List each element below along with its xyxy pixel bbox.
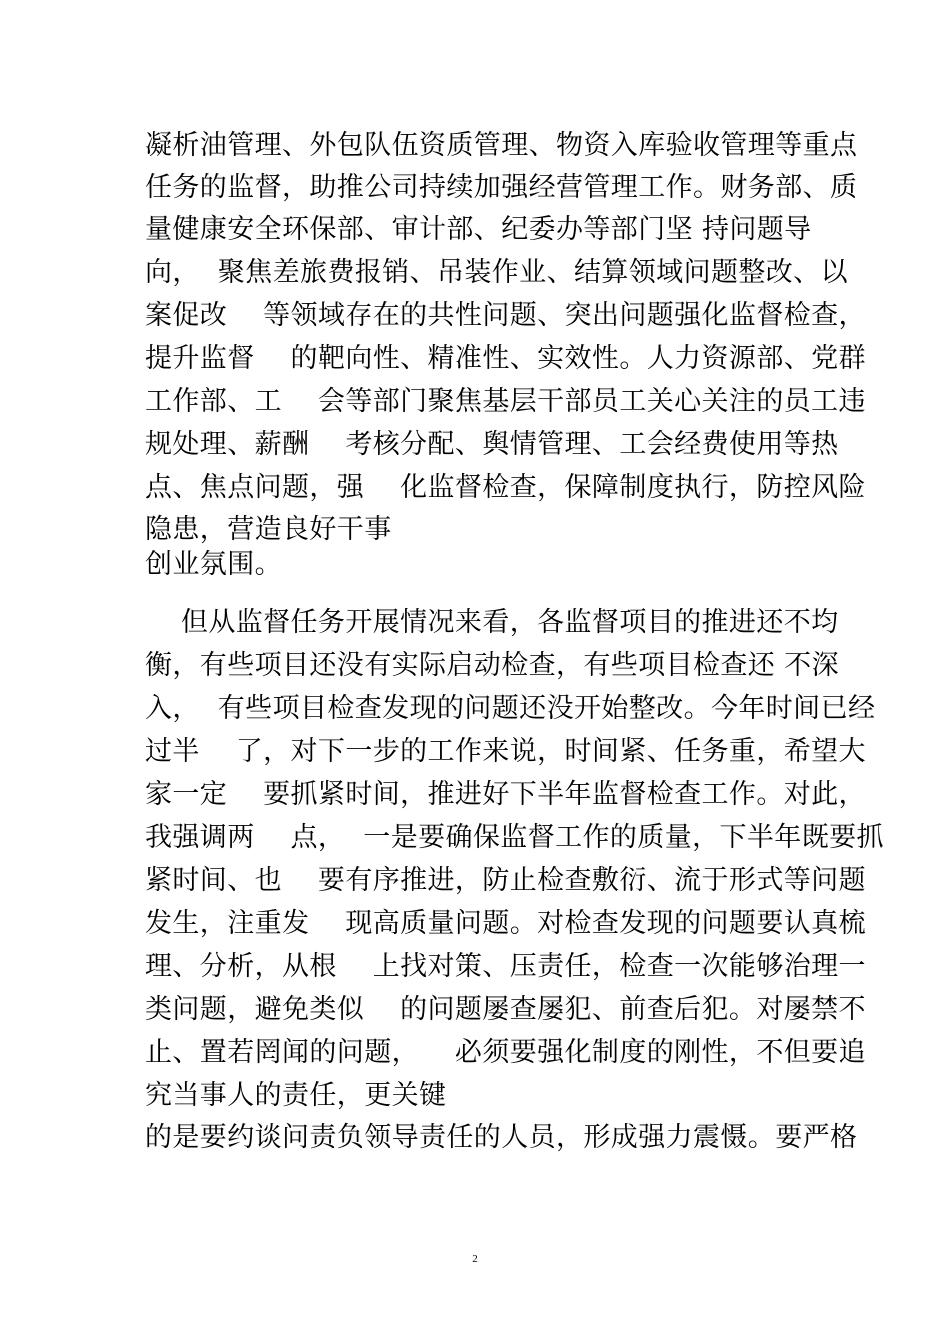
text-line: 点、焦点问题，强 化监督检查，保障制度执行，防控风险 [145,472,866,503]
text-line: 紧时间、也 要有序推进，防止检查敷衍、流于形式等问题 [145,865,866,896]
text-line: 任务的监督，助推公司持续加强经营管理工作。财务部、质 [145,172,858,203]
text-line: 家一定 要抓紧时间，推进好下半年监督检查工作。对此， [145,779,866,810]
text-line: 类问题，避免类似 的问题屡查屡犯、前查后犯。对屡禁不 [145,994,866,1025]
text-line: 过半 了，对下一步的工作来说，时间紧、任务重，希望大 [145,736,866,767]
text-line: 的是要约谈问责负领导责任的人员，形成强力震慑。要严格 [145,1122,858,1153]
text-line: 隐患，营造良好干事 [145,514,392,545]
text-line: 入， 有些项目检查发现的问题还没开始整改。今年时间已经 [145,693,876,724]
page-number: 2 [472,1253,478,1265]
text-line: 究当事人的责任，更关键 [145,1080,447,1111]
text-line: 向， 聚焦差旅费报销、吊装作业、结算领域问题整改、以 [145,257,848,288]
text-line: 量健康安全环保部、审计部、纪委办等部门坚 持问题导 [145,214,812,245]
text-line: 案促改 等领域存在的共性问题、突出问题强化监督检查， [145,300,866,331]
text-line: 衡，有些项目还没有实际启动检查，有些项目检查还 不深 [145,650,839,681]
text-line: 止、置若罔闻的问题， 必须要强化制度的刚性，不但要追 [145,1037,866,1068]
text-line: 发生，注重发 现高质量问题。对检查发现的问题要认真梳 [145,908,866,939]
text-line: 但从监督任务开展情况来看，各监督项目的推进还不均 [145,607,839,638]
text-line: 我强调两 点， 一是要确保监督工作的质量，下半年既要抓 [145,822,884,853]
text-line: 提升监督 的靶向性、精准性、实效性。人力资源部、党群 [145,343,866,374]
text-line: 理、分析，从根 上找对策、压责任，检查一次能够治理一 [145,951,866,982]
text-line: 工作部、工 会等部门聚焦基层干部员工关心关注的员工违 [145,386,866,417]
text-line: 规处理、薪酬 考核分配、舆情管理、工会经费使用等热 [145,429,839,460]
text-line: 凝析油管理、外包队伍资质管理、物资入库验收管理等重点 [145,130,858,161]
text-line: 创业氛围。 [145,549,282,580]
